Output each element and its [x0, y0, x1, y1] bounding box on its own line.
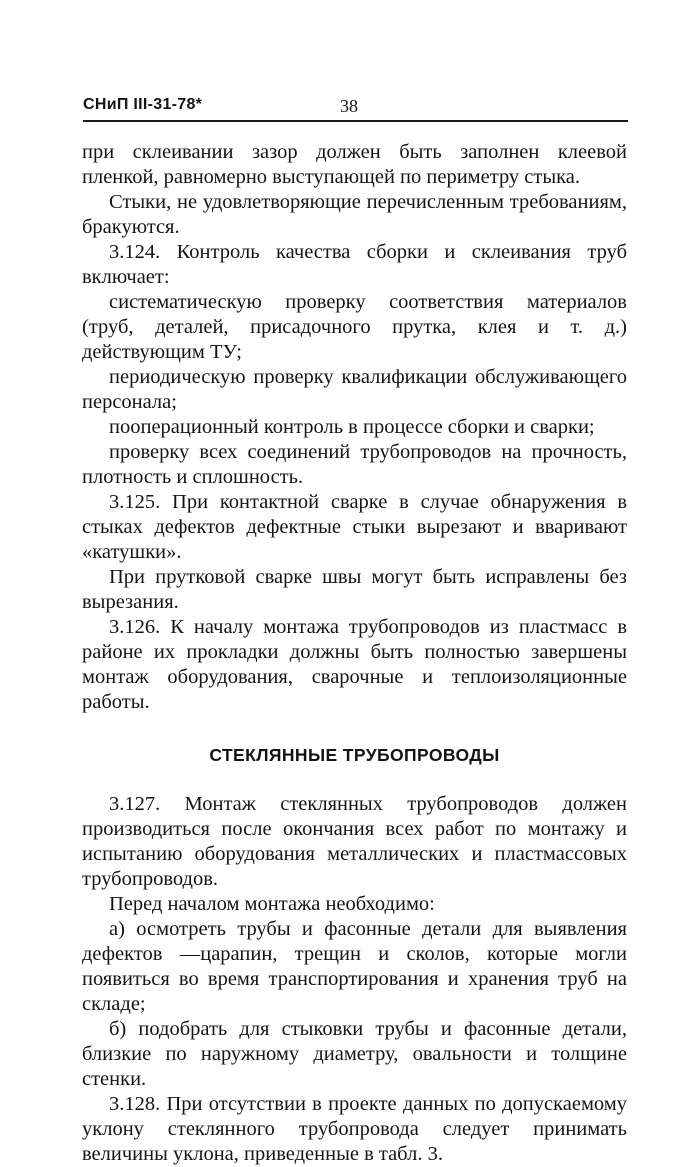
document-code: СНиП III-31-78*: [83, 96, 203, 113]
clause-number: 3.127.: [109, 793, 161, 815]
clause-number: 3.128.: [109, 1093, 161, 1115]
clause-3-124: [82, 240, 627, 290]
paragraph: Стыки, не удовлетворяющие перечисленным требованиям, бракуются.: [82, 191, 627, 238]
clause-text: При контактной сварке в случае обнаружения в стыках дефектов дефектные стыки вырезают и вваривают «катушки».: [82, 491, 627, 563]
list-item: периодическую проверку квалификации обслуживающего персонала;: [82, 366, 627, 413]
paragraph: Перед началом монтажа необходимо:: [109, 893, 435, 915]
list-item: а) осмотреть трубы и фасонные детали для выявления дефектов —царапин, трещин и сколов, которые могли появиться во время транспортирования и хранения труб на складе;: [82, 918, 627, 1015]
clause-3-127: [82, 792, 627, 892]
clause-number: 3.126.: [109, 616, 161, 638]
clause-text: К началу монтажа трубопроводов из пластмасс в районе их прокладки должны быть полностью завершены монтаж оборудования, сварочные и теплоизоляционные работы.: [82, 616, 627, 713]
clause-text: Контроль качества сборки и склеивания труб включает:: [82, 241, 627, 288]
page-number: 38: [340, 96, 358, 116]
list-item: пооперационный контроль в процессе сборки и сварки;: [109, 416, 595, 438]
running-head: [83, 96, 628, 122]
list-item: б) подобрать для стыковки трубы и фасонные детали, близкие по наружному диаметру, овальности и толщине стенки.: [82, 1018, 627, 1090]
clause-number: 3.125.: [109, 491, 161, 513]
list-item: систематическую проверку соответствия материалов (труб, деталей, присадочного прутка, клея и т. д.) действующим ТУ;: [82, 291, 627, 363]
clause-number: 3.124.: [109, 241, 161, 263]
clause-text: При отсутствии в проекте данных по допускаемому уклону стеклянного трубопровода следует принимать величины уклона, приведенные в табл. 3.: [82, 1093, 628, 1165]
clause-3-126: [82, 615, 627, 715]
body-text: [82, 140, 627, 1167]
list-item: проверку всех соединений трубопроводов на прочность, плотность и сплошность.: [82, 441, 627, 488]
paragraph: при склеивании зазор должен быть заполнен клеевой пленкой, равномерно выступающей по периметру стыка.: [82, 141, 627, 188]
section-title: СТЕКЛЯННЫЕ ТРУБОПРОВОДЫ: [209, 745, 500, 765]
clause-3-128: [82, 1092, 627, 1167]
clause-3-125: [82, 490, 627, 565]
paragraph: При прутковой сварке швы могут быть исправлены без вырезания.: [82, 566, 627, 613]
clause-text: Монтаж стеклянных трубопроводов должен производиться после окончания всех работ по монтажу и испытанию оборудования металлических и пластмассовых трубопроводов.: [82, 793, 627, 890]
header-rule: [83, 120, 628, 122]
